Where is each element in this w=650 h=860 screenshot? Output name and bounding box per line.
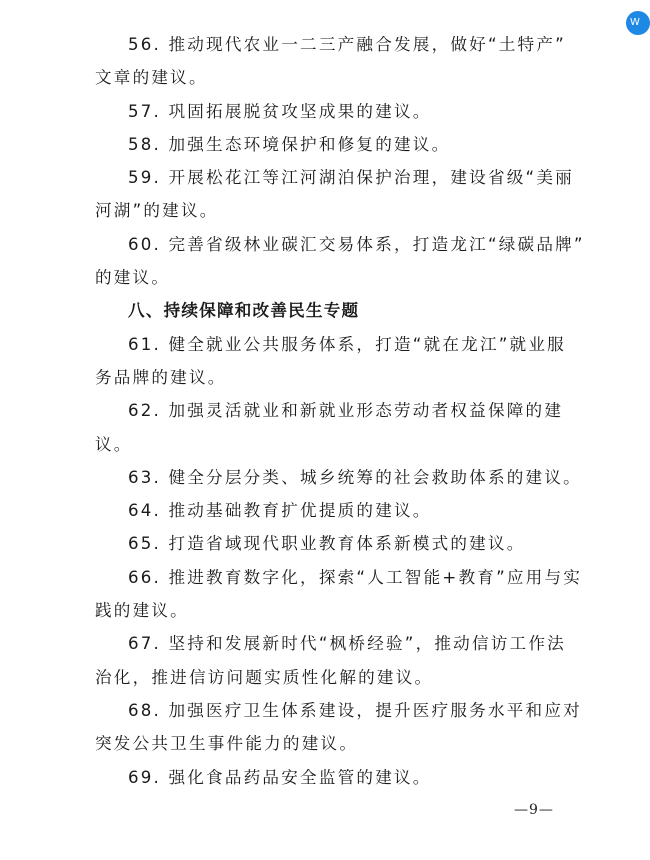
list-item-57: 57. 巩固拓展脱贫攻坚成果的建议。	[128, 101, 432, 121]
list-item-68-continued: 突发公共卫生事件能力的建议。	[95, 734, 359, 754]
list-item-62: 62. 加强灵活就业和新就业形态劳动者权益保障的建	[128, 401, 564, 421]
list-item-64: 64. 推动基础教育扩优提质的建议。	[128, 501, 432, 521]
list-item-66-continued: 践的建议。	[95, 601, 189, 621]
list-item-61-continued: 务品牌的建议。	[95, 367, 227, 387]
section-heading: 八、持续保障和改善民生专题	[128, 301, 360, 321]
list-item-58: 58. 加强生态环境保护和修复的建议。	[128, 134, 451, 154]
list-item-60: 60. 完善省级林业碳汇交易体系，打造龙江“绿碳品牌”	[128, 234, 585, 254]
list-item-62-continued: 议。	[95, 434, 133, 454]
list-item-66: 66. 推进教育数字化，探索“人工智能+教育”应用与实	[128, 567, 583, 587]
list-item-69: 69. 强化食品药品安全监管的建议。	[128, 767, 432, 787]
list-item-56: 56. 推动现代农业一二三产融合发展，做好“土特产”	[128, 35, 566, 54]
list-item-65: 65. 打造省域现代职业教育体系新模式的建议。	[128, 534, 526, 554]
list-item-67-continued: 治化，推进信访问题实质性化解的建议。	[95, 667, 434, 687]
app-badge-icon[interactable]: W	[626, 11, 650, 35]
list-item-59-continued: 河湖”的建议。	[95, 201, 219, 221]
list-item-56-continued: 文章的建议。	[95, 68, 208, 88]
document-body	[95, 28, 585, 794]
list-item-68: 68. 加强医疗卫生体系建设，提升医疗服务水平和应对	[128, 700, 582, 720]
list-item-60-continued: 的建议。	[95, 268, 171, 288]
list-item-63: 63. 健全分层分类、城乡统筹的社会救助体系的建议。	[128, 467, 582, 487]
list-item-59: 59. 开展松花江等江河湖泊保护治理，建设省级“美丽	[128, 168, 574, 188]
list-item-67: 67. 坚持和发展新时代“枫桥经验”，推动信访工作法	[128, 634, 566, 654]
page-number: —9—	[514, 802, 554, 818]
list-item-61: 61. 健全就业公共服务体系，打造“就在龙江”就业服	[128, 334, 566, 354]
